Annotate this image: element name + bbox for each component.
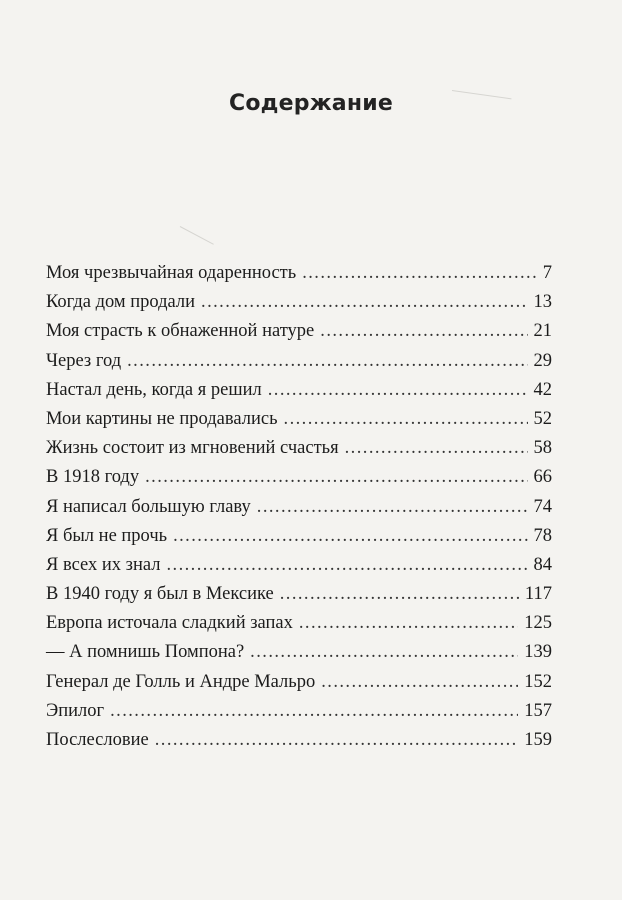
toc-entry-page: 74 (533, 496, 552, 517)
toc-entry-page: 117 (524, 584, 552, 605)
toc-entry[interactable] (46, 609, 552, 638)
toc-entry[interactable] (46, 463, 552, 492)
toc-entry-title: Я был не прочь (46, 525, 168, 546)
dot-leader (284, 405, 528, 434)
toc-entry-page: 84 (533, 554, 552, 575)
dot-leader (280, 580, 519, 609)
toc-entry-title: В 1940 году я был в Мексике (46, 584, 274, 605)
dot-leader (110, 697, 518, 726)
dot-leader (250, 638, 518, 667)
toc-entry[interactable] (46, 434, 552, 463)
dot-leader (166, 551, 527, 580)
toc-entry[interactable] (46, 638, 552, 667)
toc-entry[interactable] (46, 317, 552, 346)
toc-entry[interactable] (46, 493, 552, 522)
toc-entry-title: Когда дом продали (46, 292, 196, 313)
paper-scratch (180, 226, 214, 245)
dot-leader (257, 493, 528, 522)
toc-entry[interactable] (46, 551, 552, 580)
toc-entry-title: Эпилог (46, 700, 105, 721)
toc-entry-page: 7 (542, 263, 552, 283)
dot-leader (145, 463, 527, 492)
toc-entry[interactable] (46, 726, 552, 755)
dot-leader (299, 609, 518, 638)
toc-entry-title: Генерал де Голль и Андре Мальро (46, 671, 316, 692)
dot-leader (302, 259, 537, 288)
toc-entry-page: 152 (524, 671, 552, 692)
toc-entry-page: 157 (524, 700, 552, 721)
toc-entry-page: 159 (524, 730, 552, 750)
dot-leader (201, 288, 527, 317)
toc-entry-title: Европа источала сладкий запах (46, 613, 293, 634)
toc-entry-page: 29 (533, 350, 552, 371)
dot-leader (345, 434, 528, 463)
toc-entry-page: 66 (533, 467, 552, 488)
toc-entry-page: 42 (533, 379, 552, 400)
toc-entry[interactable] (46, 376, 552, 405)
dot-leader (155, 726, 519, 755)
toc-entry[interactable] (46, 668, 552, 697)
toc-entry-title: Через год (46, 350, 122, 371)
dot-leader (268, 376, 528, 405)
toc-entry[interactable] (46, 347, 552, 376)
toc-entry-title: Мои картины не продавались (46, 408, 278, 429)
dot-leader (321, 668, 518, 697)
dot-leader (320, 317, 527, 346)
page-title: Содержание (229, 90, 393, 116)
dot-leader (127, 347, 527, 376)
toc-entry-title: Жизнь состоит из мгновений счастья (46, 438, 339, 459)
dot-leader (173, 522, 527, 551)
toc-entry[interactable] (46, 259, 552, 288)
toc-entry-page: 13 (533, 292, 552, 313)
toc-entry-title: Послесловие (46, 730, 149, 750)
toc-entry-page: 78 (533, 525, 552, 546)
toc-entry[interactable] (46, 522, 552, 551)
toc-entry-page: 58 (533, 438, 552, 459)
toc-entry[interactable] (46, 580, 552, 609)
toc-entry-title: Настал день, когда я решил (46, 379, 262, 400)
toc-entry-title: — А помнишь Помпона? (46, 642, 245, 663)
toc-entry-title: Я всех их знал (46, 554, 161, 575)
toc-entry-title: Я написал большую главу (46, 496, 251, 517)
toc-entry-title: Моя страсть к обнаженной натуре (46, 321, 315, 342)
toc-entry-page: 21 (533, 321, 552, 342)
toc-entry[interactable] (46, 405, 552, 434)
toc-entry-title: В 1918 году (46, 467, 140, 488)
toc-entry-page: 52 (533, 408, 552, 429)
toc-entry[interactable] (46, 288, 552, 317)
toc-entry[interactable] (46, 697, 552, 726)
table-of-contents (46, 259, 552, 755)
toc-entry-page: 125 (524, 613, 552, 634)
toc-entry-title: Моя чрезвычайная одаренность (46, 263, 297, 283)
toc-entry-page: 139 (524, 642, 552, 663)
